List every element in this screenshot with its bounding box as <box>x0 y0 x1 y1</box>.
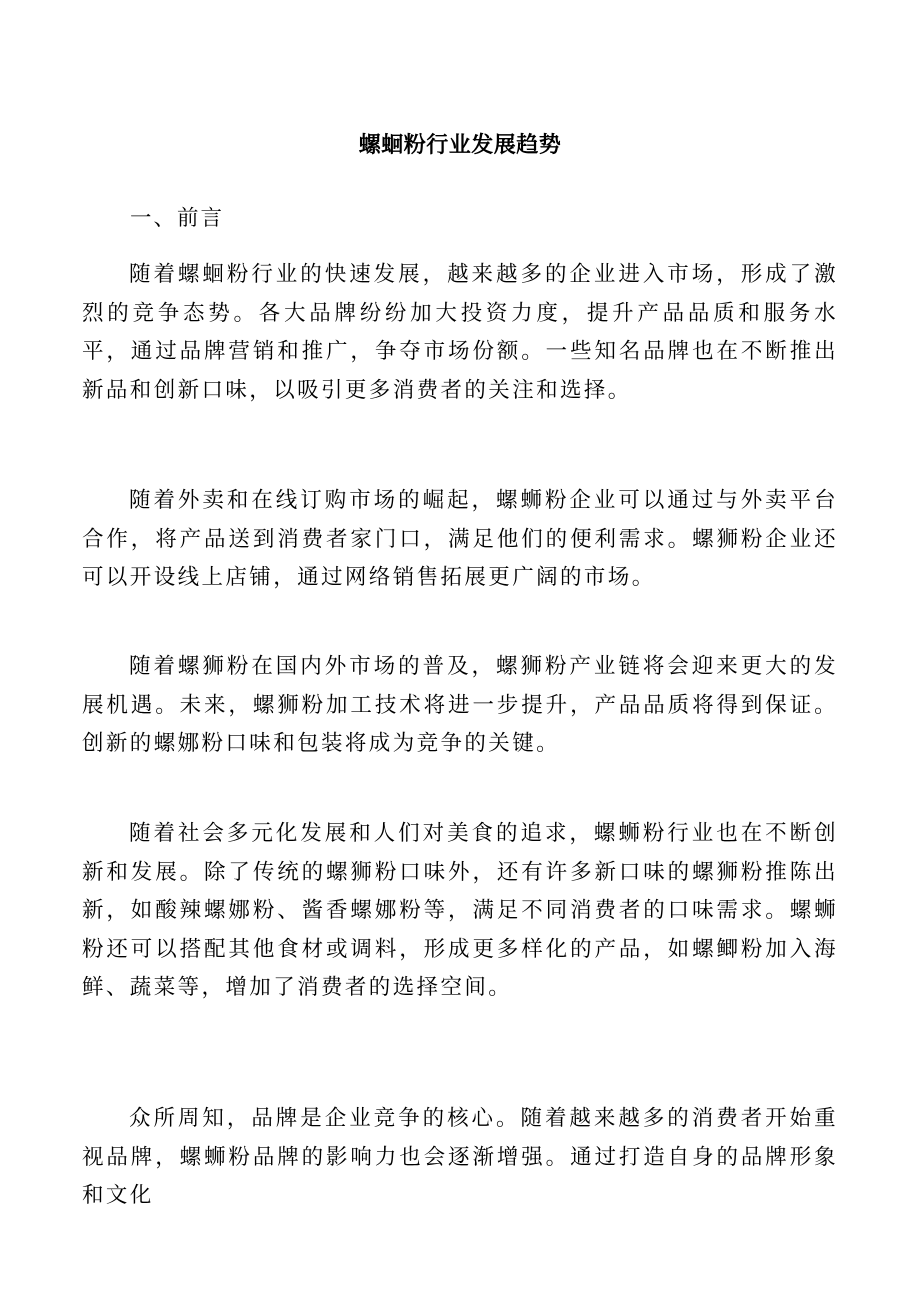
paragraph-3: 随着螺狮粉在国内外市场的普及，螺狮粉产业链将会迎来更大的发展机遇。未来，螺狮粉加工技术将进一步提升，产品品质将得到保证。创新的螺娜粉口味和包装将成为竞争的关键。 <box>82 654 838 756</box>
paragraph-4: 随着社会多元化发展和人们对美食的追求，螺蛳粉行业也在不断创新和发展。除了传统的螺狮粉口味外，还有许多新口味的螺狮粉推陈出新，如酸辣螺娜粉、酱香螺娜粉等，满足不同消费者的口味需求。螺蛳粉还可以搭配其他食材或调料，形成更多样化的产品，如螺鲫粉加入海鲜、蔬菜等，增加了消费者的选择空间。 <box>82 821 838 1000</box>
document-title: 螺蛔粉行业发展趋势 <box>358 133 562 158</box>
paragraph-2: 随着外卖和在线订购市场的崛起，螺蛳粉企业可以通过与外卖平台合作，将产品送到消费者家门口，满足他们的便利需求。螺狮粉企业还可以开设线上店铺，通过网络销售拓展更广阔的市场。 <box>82 488 838 590</box>
paragraph-5: 众所周知，品牌是企业竞争的核心。随着越来越多的消费者开始重视品牌，螺蛳粉品牌的影响力也会逐渐增强。通过打造自身的品牌形象和文化 <box>82 1106 838 1208</box>
section-heading: 一、前言 <box>130 206 225 231</box>
paragraph-1: 随着螺蛔粉行业的快速发展，越来越多的企业进入市场，形成了激烈的竞争态势。各大品牌纷纷加大投资力度，提升产品品质和服务水平，通过品牌营销和推广，争夺市场份额。一些知名品牌也在不断推出新品和创新口味，以吸引更多消费者的关注和选择。 <box>82 262 838 403</box>
